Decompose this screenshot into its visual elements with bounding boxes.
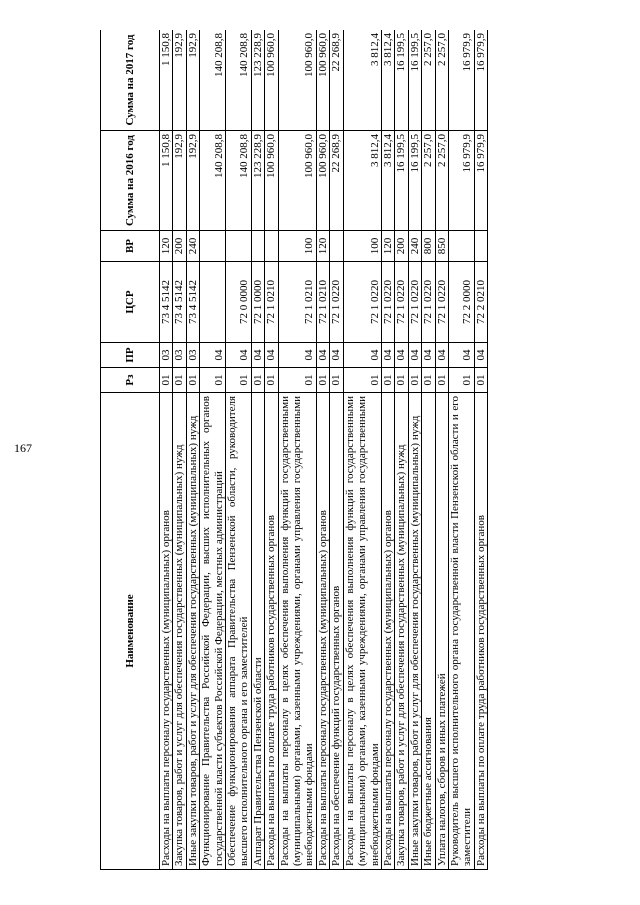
cell-sum-2017: 192,9: [173, 30, 186, 131]
cell-sum-2016: 3 812,4: [343, 131, 381, 231]
cell-rz: 01: [278, 368, 316, 393]
cell-name: Иные закупки товаров, работ и услуг для обеспечения государственных (муниципальных) нужд: [186, 393, 199, 870]
cell-name: Функционирование Правительства Российской Федерации, высших исполнительных органов государственной власти субъектов Российской Федерации, местных администраций: [200, 393, 226, 870]
cell-rz: 01: [251, 368, 264, 393]
cell-rz: 01: [381, 368, 394, 393]
cell-sum-2017: 16 199,5: [408, 30, 421, 131]
cell-name: Обеспечение функционирования аппарата Правительства Пензенской области, руководителя высшего исполнительного органа и его заместителей: [226, 393, 252, 870]
cell-pr: 04: [278, 343, 316, 368]
cell-pr: 04: [408, 343, 421, 368]
cell-vr: 100: [278, 231, 316, 262]
cell-vr: [265, 231, 278, 262]
cell-sum-2016: 100 960,0: [316, 131, 329, 231]
header-vr: ВР: [101, 231, 160, 262]
cell-vr: [474, 231, 487, 262]
cell-name: Уплата налогов, сборов и иных платежей: [435, 393, 448, 870]
cell-pr: 04: [330, 343, 343, 368]
cell-sum-2016: 192,9: [186, 131, 199, 231]
cell-rz: 01: [186, 368, 199, 393]
cell-vr: 850: [435, 231, 448, 262]
table-header-row: [101, 30, 160, 870]
cell-pr: 04: [343, 343, 381, 368]
cell-sum-2017: 100 960,0: [265, 30, 278, 131]
cell-rz: 01: [435, 368, 448, 393]
cell-pr: 04: [316, 343, 329, 368]
cell-name: Расходы на выплаты персоналу государственных (муниципальных) органов: [160, 393, 173, 870]
table-row: [251, 30, 264, 870]
table-row: [474, 30, 487, 870]
table-row: [435, 30, 448, 870]
table-row: [200, 30, 226, 870]
cell-sum-2016: 1 150,8: [160, 131, 173, 231]
cell-sum-2017: 16 979,9: [448, 30, 474, 131]
cell-vr: 200: [395, 231, 408, 262]
table-row: [316, 30, 329, 870]
cell-rz: 01: [408, 368, 421, 393]
cell-pr: 03: [173, 343, 186, 368]
cell-vr: 240: [408, 231, 421, 262]
cell-sum-2016: 22 268,9: [330, 131, 343, 231]
cell-vr: 100: [343, 231, 381, 262]
cell-rz: 01: [474, 368, 487, 393]
cell-rz: 01: [226, 368, 252, 393]
cell-sum-2017: 2 257,0: [435, 30, 448, 131]
cell-sum-2016: 2 257,0: [422, 131, 435, 231]
cell-sum-2016: 100 960,0: [265, 131, 278, 231]
cell-rz: 01: [422, 368, 435, 393]
cell-csr: 73 4 5142: [186, 262, 199, 343]
header-sum-2017: Сумма на 2017 год: [101, 30, 160, 131]
cell-sum-2016: 140 208,8: [226, 131, 252, 231]
cell-csr: 73 4 5142: [160, 262, 173, 343]
cell-rz: 01: [395, 368, 408, 393]
cell-name: Аппарат Правительства Пензенской области: [251, 393, 264, 870]
cell-vr: 800: [422, 231, 435, 262]
header-csr: ЦСР: [101, 262, 160, 343]
cell-csr: 72 1 0220: [435, 262, 448, 343]
cell-pr: 04: [448, 343, 474, 368]
header-rz: Рз: [101, 368, 160, 393]
cell-csr: 72 0 0000: [226, 262, 252, 343]
table-row: [265, 30, 278, 870]
cell-csr: 72 1 0000: [251, 262, 264, 343]
table-row: [226, 30, 252, 870]
cell-vr: 120: [381, 231, 394, 262]
budget-table: [100, 30, 488, 870]
cell-sum-2017: 192,9: [186, 30, 199, 131]
cell-sum-2017: 3 812,4: [343, 30, 381, 131]
cell-csr: 72 1 0210: [316, 262, 329, 343]
cell-vr: 120: [316, 231, 329, 262]
cell-rz: 01: [330, 368, 343, 393]
cell-sum-2016: 16 199,5: [395, 131, 408, 231]
cell-pr: 04: [395, 343, 408, 368]
header-name: Наименование: [101, 393, 160, 870]
cell-csr: 72 1 0220: [381, 262, 394, 343]
cell-name: Закупка товаров, работ и услуг для обеспечения государственных (муниципальных) нужд: [395, 393, 408, 870]
cell-rz: 01: [448, 368, 474, 393]
cell-rz: 01: [173, 368, 186, 393]
cell-sum-2016: 3 812,4: [381, 131, 394, 231]
table-row: [186, 30, 199, 870]
table-row: [343, 30, 381, 870]
cell-pr: 03: [160, 343, 173, 368]
cell-sum-2016: 100 960,0: [278, 131, 316, 231]
cell-sum-2016: 16 979,9: [448, 131, 474, 231]
cell-sum-2017: 140 208,8: [200, 30, 226, 131]
cell-sum-2017: 123 228,9: [251, 30, 264, 131]
cell-csr: 72 1 0220: [408, 262, 421, 343]
cell-vr: 200: [173, 231, 186, 262]
cell-sum-2016: 123 228,9: [251, 131, 264, 231]
table-row: [173, 30, 186, 870]
cell-sum-2016: 192,9: [173, 131, 186, 231]
cell-vr: 120: [160, 231, 173, 262]
cell-name: Руководитель высшего исполнительного органа государственной власти Пензенской области и его заместители: [448, 393, 474, 870]
table-row: [160, 30, 173, 870]
cell-sum-2017: 16 979,9: [474, 30, 487, 131]
cell-vr: 240: [186, 231, 199, 262]
table-row: [278, 30, 316, 870]
cell-vr: [330, 231, 343, 262]
cell-name: Расходы на выплаты по оплате труда работников государственных органов: [265, 393, 278, 870]
cell-pr: 04: [381, 343, 394, 368]
cell-sum-2017: 1 150,8: [160, 30, 173, 131]
cell-sum-2016: 16 199,5: [408, 131, 421, 231]
cell-rz: 01: [160, 368, 173, 393]
table-row: [422, 30, 435, 870]
table-body: [160, 30, 488, 870]
cell-csr: 72 1 0220: [343, 262, 381, 343]
cell-csr: 72 2 0210: [474, 262, 487, 343]
cell-pr: 04: [251, 343, 264, 368]
header-pr: ПР: [101, 343, 160, 368]
cell-vr: [448, 231, 474, 262]
cell-pr: 04: [474, 343, 487, 368]
table-row: [448, 30, 474, 870]
cell-name: Иные бюджетные ассигнования: [422, 393, 435, 870]
cell-sum-2016: 2 257,0: [435, 131, 448, 231]
table-row: [381, 30, 394, 870]
cell-sum-2017: 100 960,0: [278, 30, 316, 131]
cell-csr: 72 1 0220: [422, 262, 435, 343]
cell-sum-2017: 2 257,0: [422, 30, 435, 131]
cell-vr: [200, 231, 226, 262]
cell-name: Закупка товаров, работ и услуг для обеспечения государственных (муниципальных) нужд: [173, 393, 186, 870]
header-sum-2016: Сумма на 2016 год: [101, 131, 160, 231]
rotated-table-container: [100, 30, 640, 870]
page-number: 167: [14, 441, 32, 455]
cell-sum-2017: 16 199,5: [395, 30, 408, 131]
cell-csr: 72 1 0210: [278, 262, 316, 343]
cell-rz: 01: [316, 368, 329, 393]
table-row: [395, 30, 408, 870]
cell-sum-2017: 140 208,8: [226, 30, 252, 131]
cell-sum-2016: 16 979,9: [474, 131, 487, 231]
cell-csr: 72 1 0220: [395, 262, 408, 343]
cell-name: Расходы на выплаты по оплате труда работников государственных органов: [474, 393, 487, 870]
table-row: [330, 30, 343, 870]
cell-csr: 73 4 5142: [173, 262, 186, 343]
cell-csr: [200, 262, 226, 343]
cell-pr: 04: [265, 343, 278, 368]
cell-sum-2017: 100 960,0: [316, 30, 329, 131]
cell-pr: 04: [226, 343, 252, 368]
cell-vr: [226, 231, 252, 262]
cell-csr: 72 2 0000: [448, 262, 474, 343]
cell-name: Расходы на обеспечение функций государственных органов: [330, 393, 343, 870]
cell-rz: 01: [343, 368, 381, 393]
cell-sum-2017: 3 812,4: [381, 30, 394, 131]
cell-pr: 03: [186, 343, 199, 368]
cell-name: Иные закупки товаров, работ и услуг для обеспечения государственных (муниципальных) нужд: [408, 393, 421, 870]
cell-sum-2016: 140 208,8: [200, 131, 226, 231]
cell-name: Расходы на выплаты персоналу в целях обеспечения выполнения функций государственными (муниципальными) органами, казенными учреждениями, органами управления государственными внебюджетными фондами: [278, 393, 316, 870]
cell-vr: [251, 231, 264, 262]
cell-csr: 72 1 0210: [265, 262, 278, 343]
cell-rz: 01: [200, 368, 226, 393]
cell-name: Расходы на выплаты персоналу государственных (муниципальных) органов: [316, 393, 329, 870]
cell-csr: 72 1 0220: [330, 262, 343, 343]
cell-pr: 04: [435, 343, 448, 368]
cell-rz: 01: [265, 368, 278, 393]
cell-sum-2017: 22 268,9: [330, 30, 343, 131]
cell-pr: 04: [200, 343, 226, 368]
cell-pr: 04: [422, 343, 435, 368]
table-row: [408, 30, 421, 870]
cell-name: Расходы на выплаты персоналу государственных (муниципальных) органов: [381, 393, 394, 870]
table-viewport: [100, 30, 640, 870]
cell-name: Расходы на выплаты персоналу в целях обеспечения выполнения функций государственными (муниципальными) органами, казенными учреждениями, органами управления государственными внебюджетными фондами: [343, 393, 381, 870]
